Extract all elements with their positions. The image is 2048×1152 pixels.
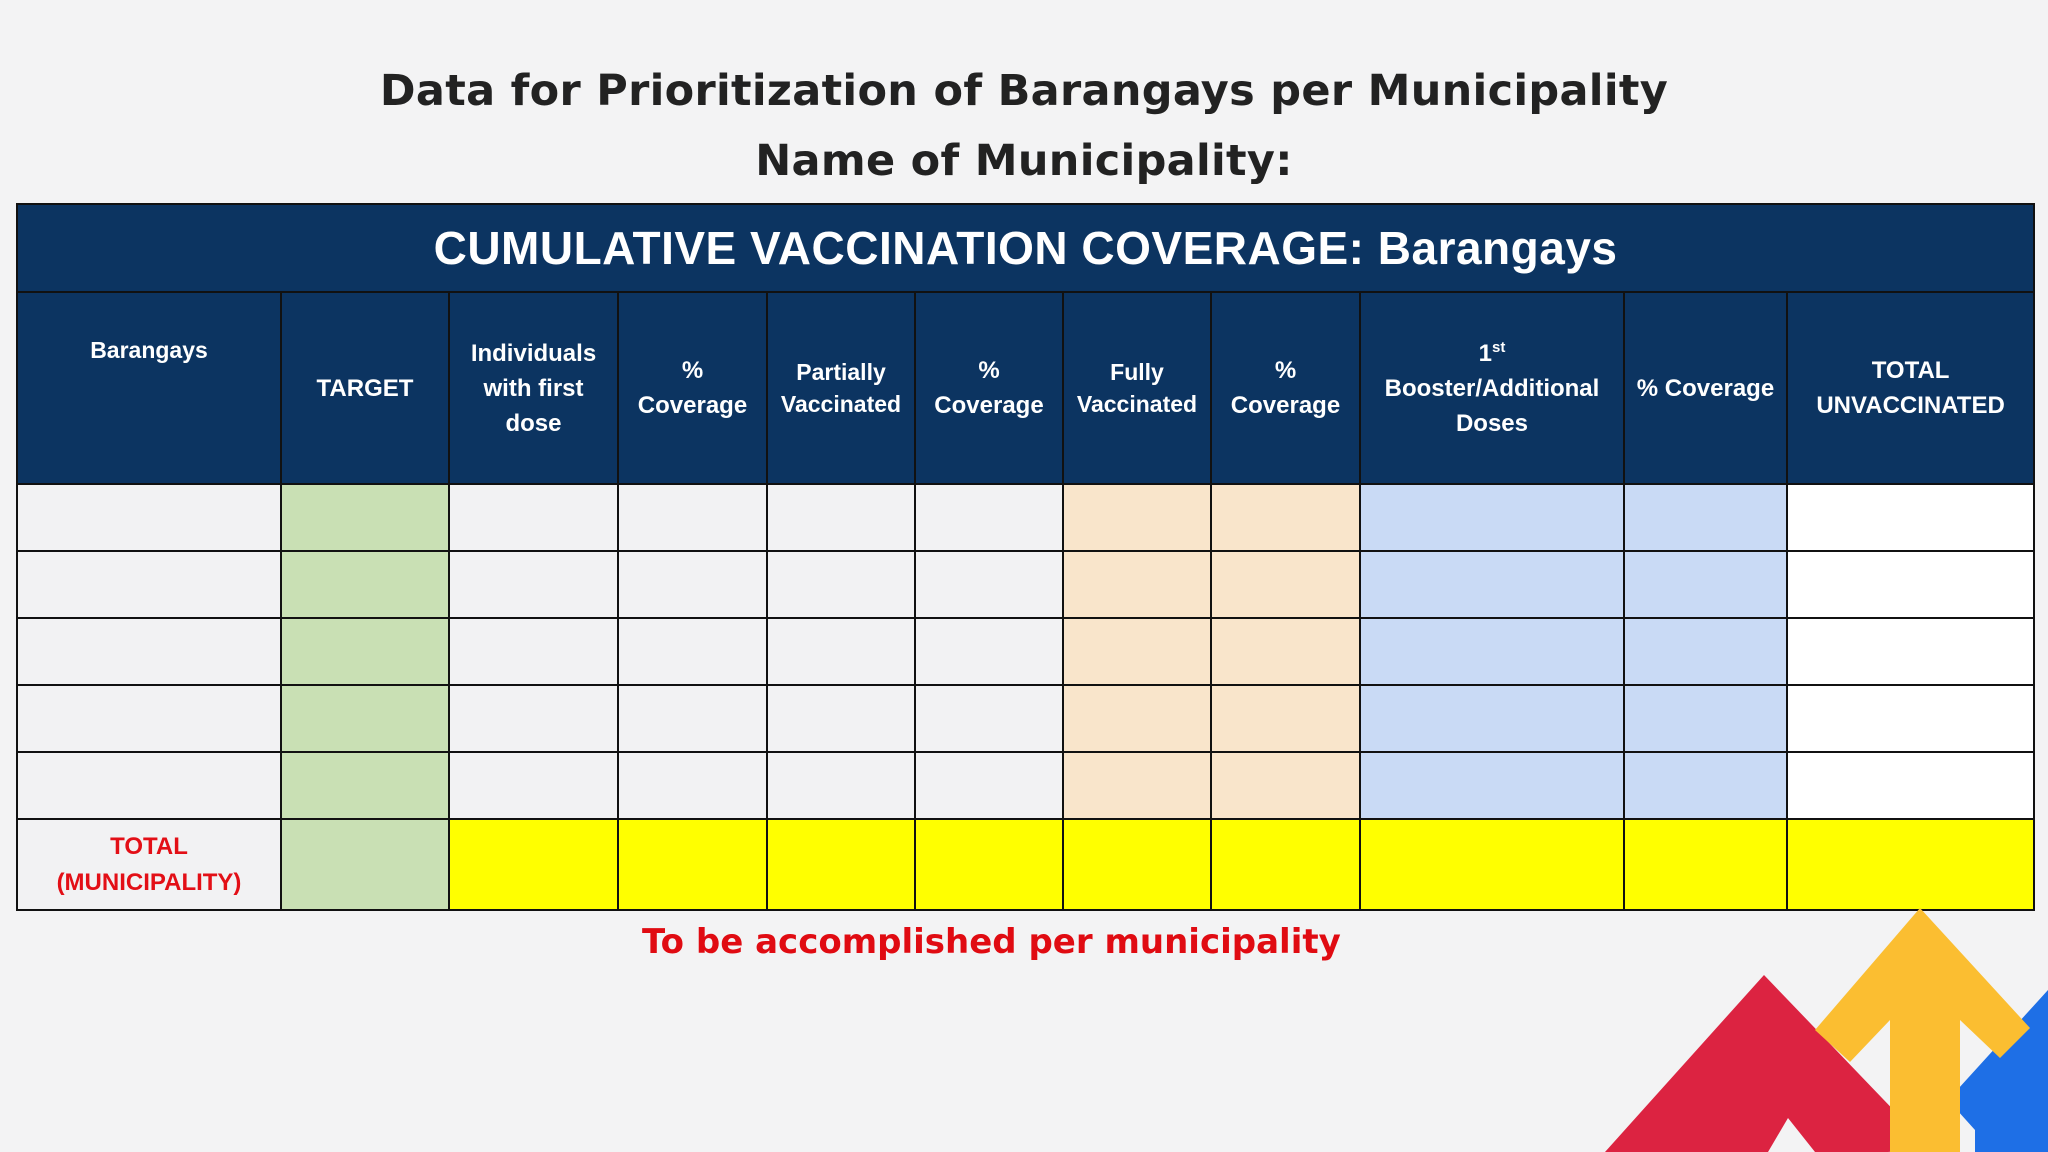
table-cell[interactable]: [449, 551, 618, 618]
table-cell[interactable]: [449, 484, 618, 551]
table-cell[interactable]: [915, 618, 1063, 685]
table-cell[interactable]: [17, 618, 281, 685]
table-cell[interactable]: [618, 752, 767, 819]
table-cell[interactable]: [1787, 618, 2034, 685]
table-cell[interactable]: [1360, 551, 1624, 618]
col-header-pct-partial: % Coverage: [915, 292, 1063, 484]
col-header-fully-vaccinated: Fully Vaccinated: [1063, 292, 1211, 484]
table-cell[interactable]: [767, 484, 915, 551]
table-cell[interactable]: [1787, 752, 2034, 819]
col-header-barangays: Barangays: [17, 292, 281, 484]
total-municipality-label: TOTAL (MUNICIPALITY): [17, 819, 281, 910]
table-cell[interactable]: [767, 551, 915, 618]
table-header-row: [17, 292, 2034, 484]
table-row: [17, 484, 2034, 551]
table-cell[interactable]: [618, 685, 767, 752]
table-cell[interactable]: [281, 484, 449, 551]
table-cell[interactable]: [618, 484, 767, 551]
table-cell[interactable]: [1211, 484, 1360, 551]
col-header-target: TARGET: [281, 292, 449, 484]
arrows-logo-icon: [1595, 898, 2048, 1152]
table-cell[interactable]: [1063, 484, 1211, 551]
municipality-name-label: Name of Municipality:: [755, 136, 1293, 186]
table-cell[interactable]: [1360, 484, 1624, 551]
table-cell[interactable]: [1624, 685, 1787, 752]
page-title: Data for Prioritization of Barangays per Municipality: [379, 66, 1669, 116]
table-cell[interactable]: [1624, 551, 1787, 618]
table-cell[interactable]: [915, 551, 1063, 618]
table-cell[interactable]: [281, 819, 449, 910]
table-cell[interactable]: [1211, 685, 1360, 752]
table-cell[interactable]: [618, 819, 767, 910]
table-cell[interactable]: [1211, 819, 1360, 910]
table-cell[interactable]: [281, 685, 449, 752]
table-cell[interactable]: [449, 819, 618, 910]
table-cell[interactable]: [915, 819, 1063, 910]
table-cell[interactable]: [1787, 685, 2034, 752]
table-cell[interactable]: [1360, 618, 1624, 685]
table-cell[interactable]: [449, 752, 618, 819]
table-total-row: [17, 819, 2034, 910]
table-cell[interactable]: [281, 618, 449, 685]
table-cell[interactable]: [915, 685, 1063, 752]
table-cell[interactable]: [1211, 551, 1360, 618]
table-cell[interactable]: [767, 618, 915, 685]
table-cell[interactable]: [1063, 685, 1211, 752]
table-cell[interactable]: [1063, 551, 1211, 618]
table-cell[interactable]: [618, 551, 767, 618]
table-cell[interactable]: [618, 618, 767, 685]
col-header-total-unvaccinated: TOTAL UNVACCINATED: [1787, 292, 2034, 484]
table-cell[interactable]: [281, 752, 449, 819]
table-cell[interactable]: [17, 685, 281, 752]
table-cell[interactable]: [1360, 819, 1624, 910]
table-cell[interactable]: [767, 752, 915, 819]
coverage-table: [16, 203, 2035, 911]
table-cell[interactable]: [17, 484, 281, 551]
table-cell[interactable]: [449, 685, 618, 752]
table-cell[interactable]: [1624, 819, 1787, 910]
table-cell[interactable]: [281, 551, 449, 618]
table-cell[interactable]: [17, 551, 281, 618]
table-cell[interactable]: [1787, 484, 2034, 551]
table-row: [17, 752, 2034, 819]
col-header-pct-booster: % Coverage: [1624, 292, 1787, 484]
table-cell[interactable]: [1787, 819, 2034, 910]
table-row: [17, 685, 2034, 752]
table-cell[interactable]: [1063, 819, 1211, 910]
table-cell[interactable]: [1211, 618, 1360, 685]
table-cell[interactable]: [1063, 618, 1211, 685]
table-cell[interactable]: [767, 685, 915, 752]
col-header-first-dose: Individuals with first dose: [449, 292, 618, 484]
table-banner: CUMULATIVE VACCINATION COVERAGE: Barangays: [17, 204, 2034, 292]
col-header-pct-fully: % Coverage: [1211, 292, 1360, 484]
col-header-pct-first-dose: % Coverage: [618, 292, 767, 484]
table-cell[interactable]: [1063, 752, 1211, 819]
table-cell[interactable]: [1211, 752, 1360, 819]
table-cell[interactable]: [1360, 685, 1624, 752]
table-row: [17, 551, 2034, 618]
col-header-booster: 1st Booster/Additional Doses: [1360, 292, 1624, 484]
table-row: [17, 618, 2034, 685]
table-cell[interactable]: [915, 752, 1063, 819]
table-cell[interactable]: [1624, 484, 1787, 551]
instruction-note: To be accomplished per municipality: [642, 922, 1341, 962]
table-cell[interactable]: [915, 484, 1063, 551]
table-cell[interactable]: [1624, 752, 1787, 819]
table-cell[interactable]: [449, 618, 618, 685]
table-cell[interactable]: [17, 752, 281, 819]
col-header-partially-vaccinated: Partially Vaccinated: [767, 292, 915, 484]
table-cell[interactable]: [1787, 551, 2034, 618]
table-cell[interactable]: [1360, 752, 1624, 819]
table-cell[interactable]: [767, 819, 915, 910]
table-cell[interactable]: [1624, 618, 1787, 685]
